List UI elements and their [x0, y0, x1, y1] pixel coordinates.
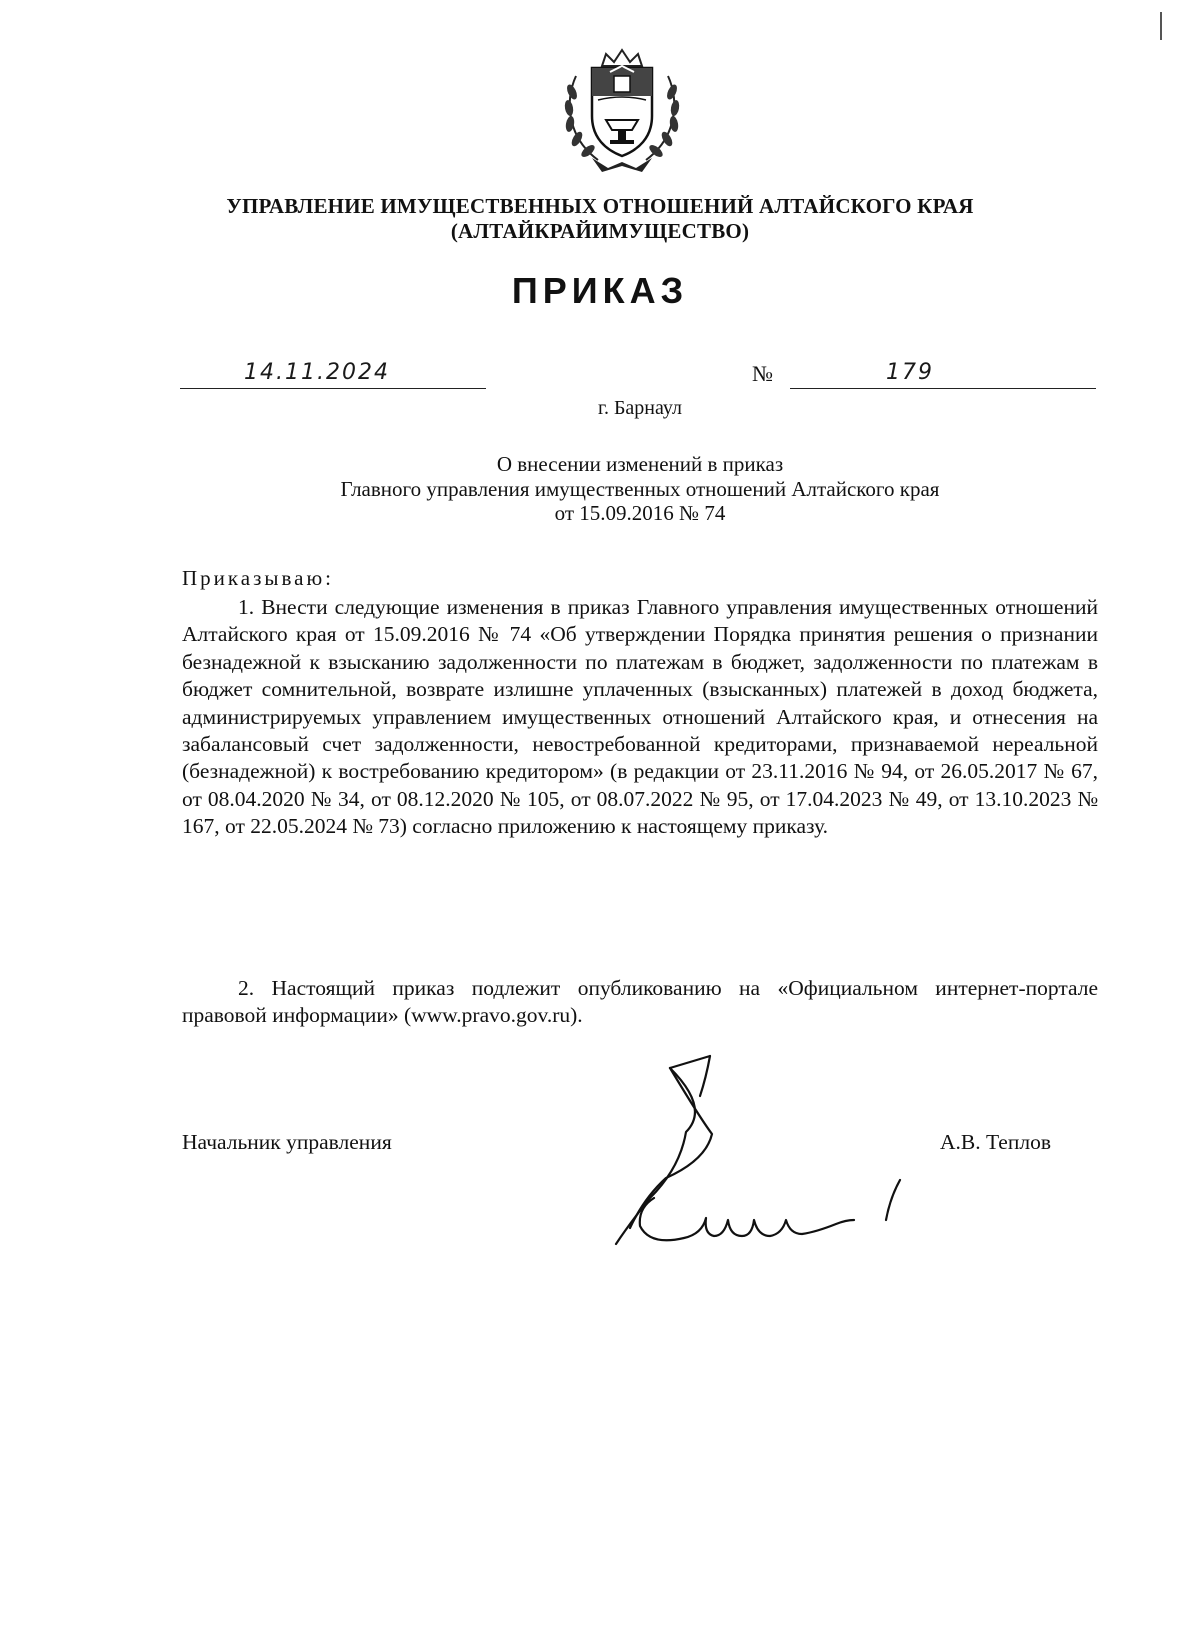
organization-name: УПРАВЛЕНИЕ ИМУЩЕСТВЕННЫХ ОТНОШЕНИЙ АЛТАЙСКОГО КРАЯ: [226, 194, 974, 218]
issue-city: г. Барнаул: [598, 397, 682, 419]
number-underline: [790, 388, 1096, 389]
document-type-title: ПРИКАЗ: [511, 270, 689, 311]
document-date: 14.11.2024: [244, 360, 390, 385]
body-paragraph: 2. Настоящий приказ подлежит опубликованию на «Официальном интернет-портале правовой информации» (www.pravo.gov.ru).: [182, 976, 1098, 1028]
number-sign: №: [752, 361, 773, 386]
handwritten-signature-icon: [610, 1048, 950, 1258]
signatory-name: А.В. Теплов: [940, 1130, 1051, 1154]
order-word: Приказываю:: [182, 566, 334, 590]
subject-line: О внесении изменений в приказ: [496, 452, 784, 476]
signatory-position: Начальник управления: [182, 1130, 392, 1154]
date-underline: [180, 388, 486, 389]
subject-line: от 15.09.2016 № 74: [554, 501, 726, 525]
scan-mark: [1160, 12, 1162, 40]
document-number: 179: [886, 360, 934, 385]
body-paragraph: 1. Внести следующие изменения в приказ Главного управления имущественных отношений Алтайского края от 15.09.2016 № 74 «Об утверждении Порядка принятия решения о признании безнадежной к взысканию задолженности по платежам в бюджет, задолженности по платежам в бюджет сомнительной, возврате излишне уплаченных (взысканных) платежей в доход бюджета, администрируемых управлением имущественных отношений Алтайского края, и отнесения на забалансовый счет задолженности, невостребованной кредиторами, признаваемой нереальной (безнадежной) к востребованию кредитором» (в редакции от 23.11.2016 № 94, от 26.05.2017 № 67, от 08.04.2020 № 34, от 08.12.2020 № 105, от 08.07.2022 № 95, от 17.04.2023 № 49, от 13.10.2023 № 167, от 22.05.2024 № 73) согласно приложению к настоящему приказу.: [182, 595, 1098, 839]
organization-short-name: (АЛТАЙКРАЙИМУЩЕСТВО): [450, 219, 750, 243]
coat-of-arms-icon: [558, 42, 686, 178]
subject-line: Главного управления имущественных отношений Алтайского края: [340, 477, 940, 501]
